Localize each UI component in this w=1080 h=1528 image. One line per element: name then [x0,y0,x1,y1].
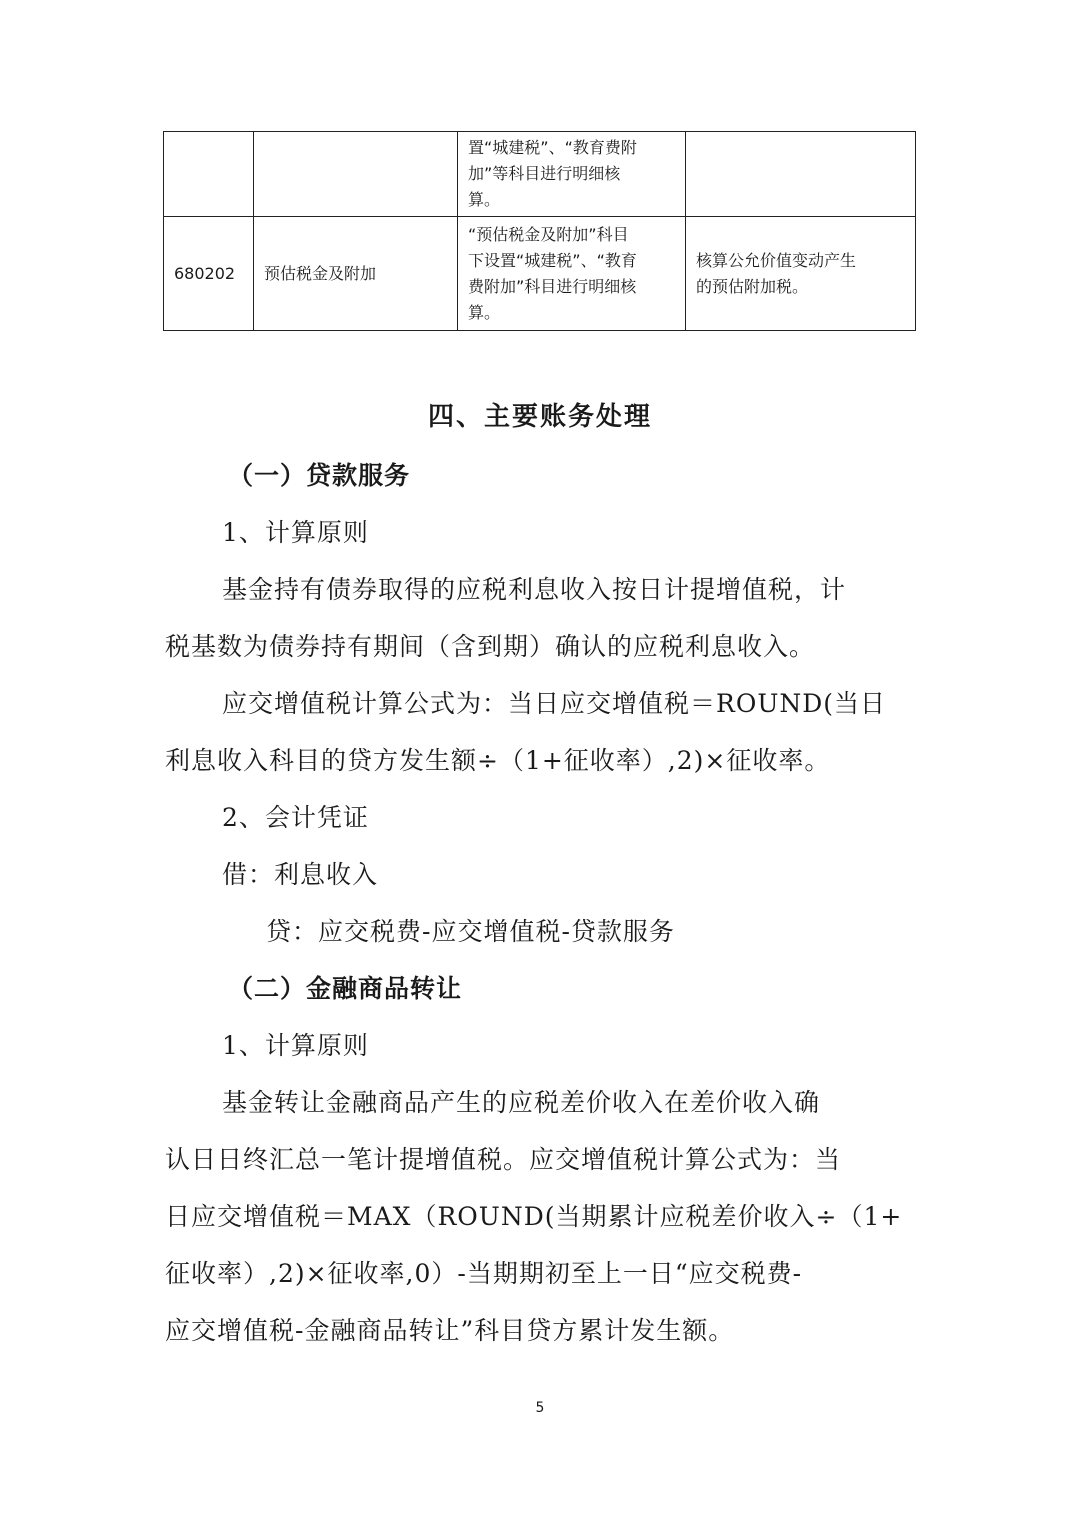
account-name-cell [254,132,458,217]
account-note-cell: 核算公允价值变动产生 的预估附加税。 [686,217,916,331]
paragraph-line: 基金转让金融商品产生的应税差价收入在差价收入确 [222,1088,821,1117]
paragraph-line: 基金持有债券取得的应税利息收入按日计提增值税，计 [222,575,847,604]
paragraph-line: 应交增值税计算公式为：当日应交增值税＝ROUND(当日 [222,689,887,718]
account-note-cell [686,132,916,217]
heading-calc-principle: 1、计算原则 [222,1031,369,1060]
account-method-cell: “预估税金及附加”科目 下设置“城建税”、“教育 费附加”科目进行明细核 算。 [458,217,686,331]
paragraph-line: 征收率）,2)×征收率,0）-当期期初至上一日“应交税费- [165,1259,803,1288]
credit-entry: 贷：应交税费-应交增值税-贷款服务 [266,917,675,946]
paragraph-line: 税基数为债券持有期间（含到期）确认的应税利息收入。 [165,632,816,661]
account-name-cell: 预估税金及附加 [254,217,458,331]
account-table [163,131,916,331]
table-row [164,217,916,331]
subsection-title-loan: （一）贷款服务 [228,461,411,490]
paragraph-line: 日应交增值税＝MAX（ROUND(当期累计应税差价收入÷（1+ [165,1202,903,1231]
account-code-cell: 680202 [164,217,254,331]
heading-calc-principle: 1、计算原则 [222,518,369,547]
paragraph-line: 认日日终汇总一笔计提增值税。应交增值税计算公式为：当 [165,1145,842,1174]
account-code-cell [164,132,254,217]
paragraph-line: 利息收入科目的贷方发生额÷（1+征收率）,2)×征收率。 [165,746,831,775]
subsection-title-financial-transfer: （二）金融商品转让 [228,974,463,1003]
heading-voucher: 2、会计凭证 [222,803,369,832]
debit-entry: 借：利息收入 [222,860,379,889]
section-title: 四、主要账务处理 [427,402,652,432]
table-row [164,132,916,217]
page-number: 5 [535,1400,545,1416]
account-method-cell: 置“城建税”、“教育费附 加”等科目进行明细核 算。 [458,132,686,217]
paragraph-line: 应交增值税-金融商品转让”科目贷方累计发生额。 [165,1316,735,1345]
